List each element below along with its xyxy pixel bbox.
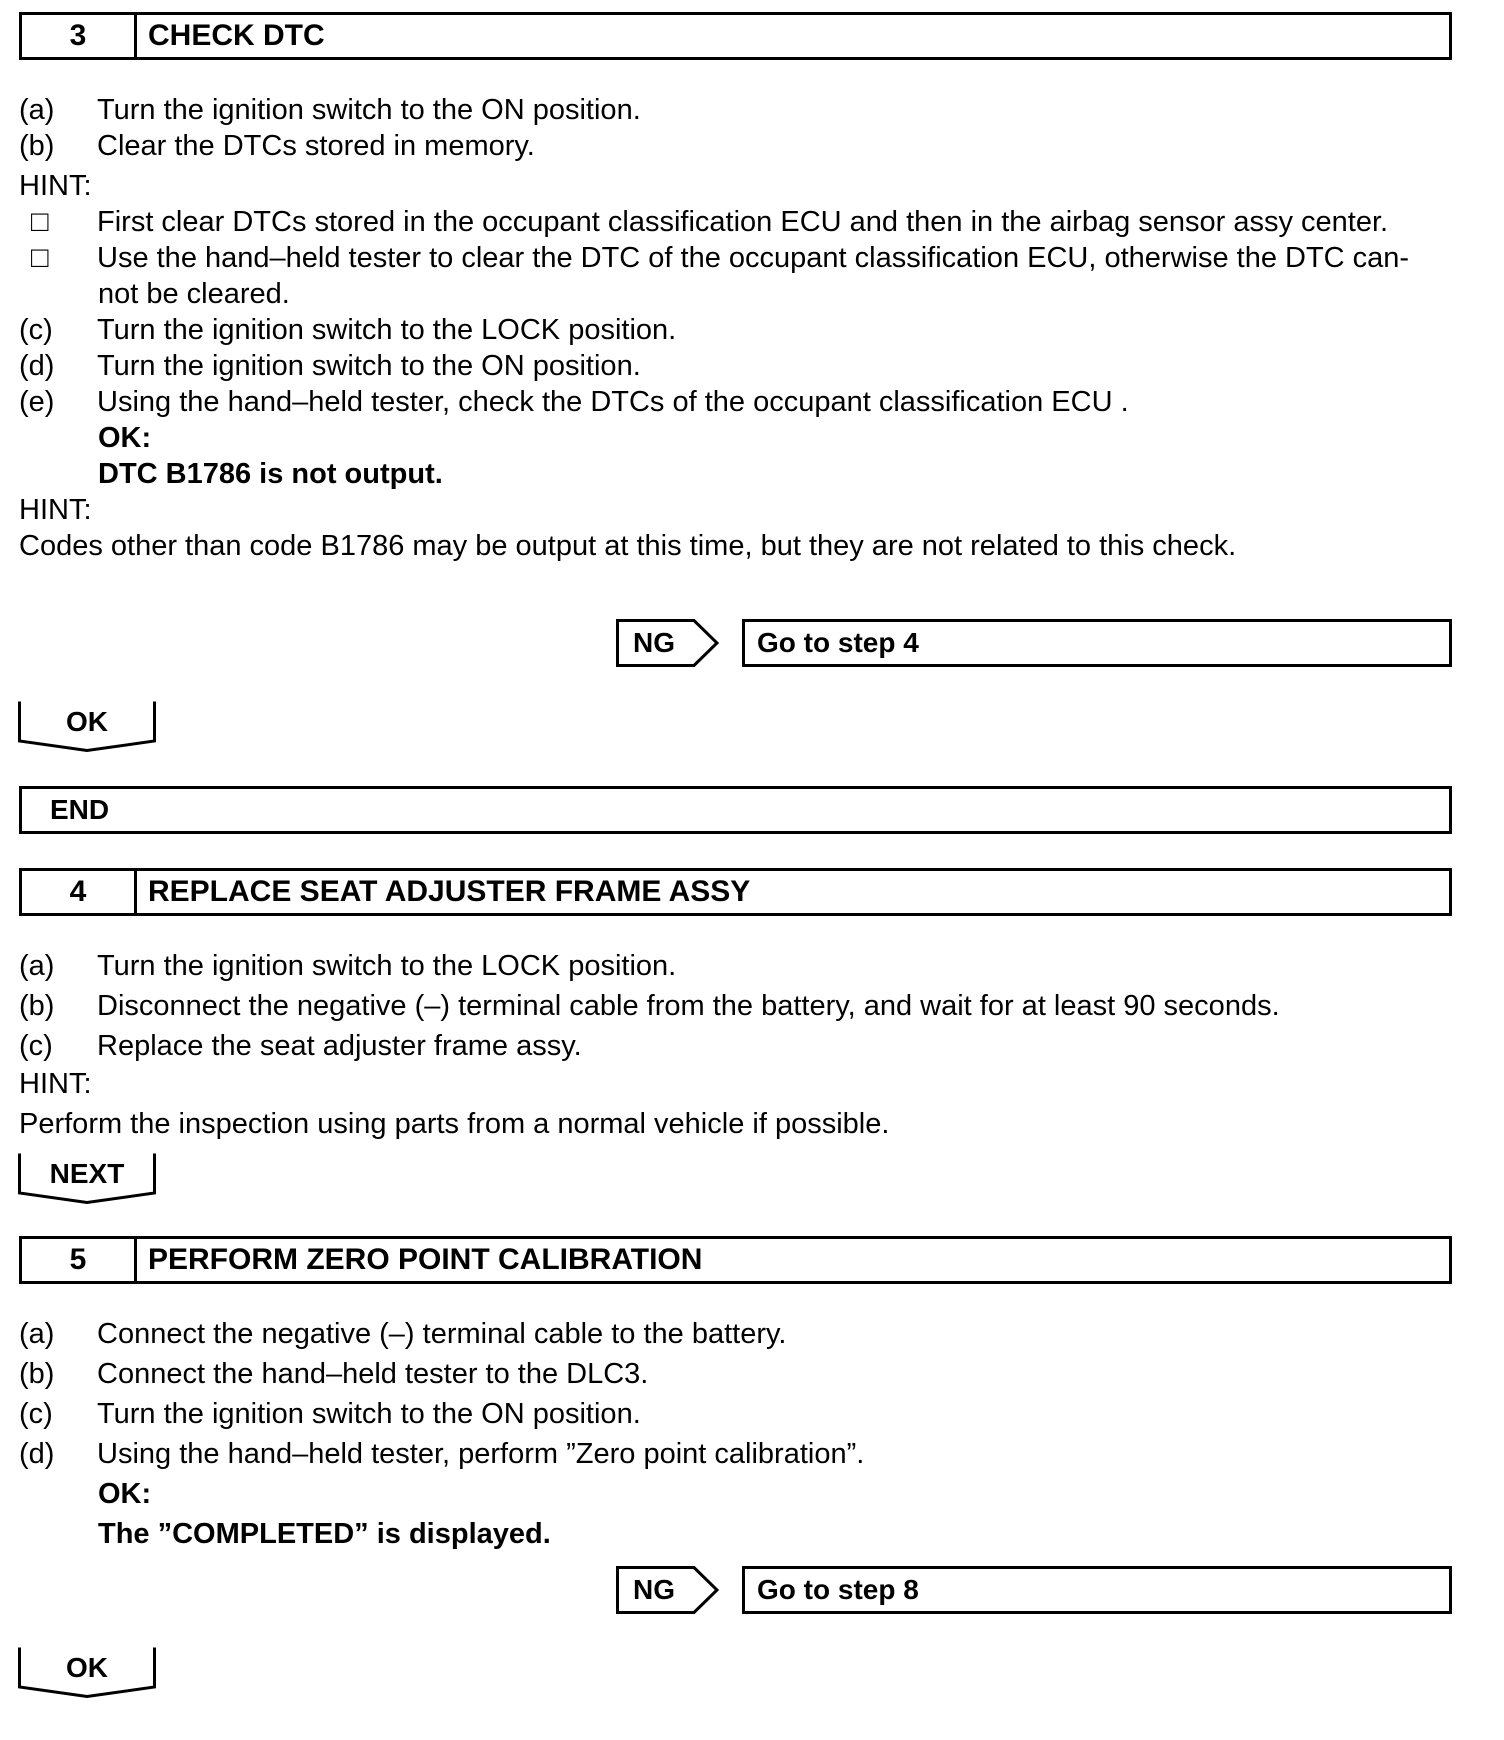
instruction-item <box>19 988 1280 1024</box>
item-label: (a) <box>19 1318 55 1350</box>
item-label: (a) <box>19 94 55 126</box>
step-4-header <box>19 868 1452 916</box>
hint-label: HINT: <box>19 494 92 526</box>
instruction-item <box>19 1316 786 1352</box>
item-text: Connect the negative (–) terminal cable to the battery. <box>97 1318 787 1350</box>
instruction-item <box>19 92 641 128</box>
hint-label: HINT: <box>19 170 92 202</box>
item-text: Turn the ignition switch to the LOCK position. <box>97 950 677 982</box>
item-text: Connect the hand–held tester to the DLC3. <box>97 1358 649 1390</box>
hint-text: Perform the inspection using parts from a normal vehicle if possible. <box>19 1108 890 1140</box>
item-text: Clear the DTCs stored in memory. <box>97 130 535 162</box>
item-text: Replace the seat adjuster frame assy. <box>97 1030 582 1062</box>
instruction-item <box>19 1028 582 1064</box>
next-tag-label: NEXT <box>49 1158 125 1189</box>
ok-tag <box>18 1646 156 1698</box>
item-text: Using the hand–held tester, check the DTCs of the occupant classification ECU . <box>97 386 1129 418</box>
ng-box <box>616 619 720 667</box>
instruction-item <box>19 1436 864 1472</box>
item-text: Using the hand–held tester, perform ”Zero point calibration”. <box>97 1438 865 1470</box>
item-text: Turn the ignition switch to the ON position. <box>97 350 641 382</box>
hint-bullet-item <box>19 240 1409 276</box>
item-text: Turn the ignition switch to the LOCK position. <box>97 314 677 346</box>
instruction-item <box>19 348 641 384</box>
next-tag <box>18 1152 156 1204</box>
end-box: END <box>19 786 1452 834</box>
item-label: (e) <box>19 386 55 418</box>
instruction-item <box>19 128 535 164</box>
item-text: Turn the ignition switch to the ON position. <box>97 1398 641 1430</box>
ok-tag-label: OK <box>66 1652 108 1683</box>
instruction-item <box>19 1396 641 1432</box>
hint-text: Codes other than code B1786 may be output at this time, but they are not related to this check. <box>19 530 1237 562</box>
item-label: (d) <box>19 350 55 382</box>
checkbox-icon: □ <box>31 206 49 238</box>
step-title: REPLACE SEAT ADJUSTER FRAME ASSY <box>148 875 751 908</box>
ok-result: The ”COMPLETED” is displayed. <box>98 1518 551 1550</box>
step-number: 4 <box>22 871 137 913</box>
ok-result: DTC B1786 is not output. <box>98 458 443 490</box>
goto-step-4[interactable]: Go to step 4 <box>742 619 1452 667</box>
item-label: (b) <box>19 130 55 162</box>
item-label: (c) <box>19 1398 53 1430</box>
item-label: (c) <box>19 314 53 346</box>
item-label: (b) <box>19 1358 55 1390</box>
checkbox-icon: □ <box>31 242 49 274</box>
item-label: (c) <box>19 1030 53 1062</box>
item-text: First clear DTCs stored in the occupant classification ECU and then in the airbag sensor assy center. <box>97 206 1389 238</box>
step-5-header <box>19 1236 1452 1284</box>
ok-label: OK: <box>98 422 152 454</box>
instruction-item <box>19 312 676 348</box>
item-label: (b) <box>19 990 55 1022</box>
item-label: (a) <box>19 950 55 982</box>
ok-label: OK: <box>98 1478 152 1510</box>
step-number: 3 <box>22 15 137 57</box>
instruction-item <box>19 384 1129 420</box>
ng-box <box>616 1566 720 1614</box>
instruction-item <box>19 948 676 984</box>
hint-label: HINT: <box>19 1068 92 1100</box>
item-text: Use the hand–held tester to clear the DTC of the occupant classification ECU, otherwise the DTC can- <box>97 242 1410 274</box>
step-3-header <box>19 12 1452 60</box>
ng-label: NG <box>633 627 675 658</box>
step-title: PERFORM ZERO POINT CALIBRATION <box>148 1243 703 1276</box>
item-text: Disconnect the negative (–) terminal cable from the battery, and wait for at least 90 seconds. <box>97 990 1280 1022</box>
ng-label: NG <box>633 1574 675 1605</box>
hint-bullet-item <box>19 204 1388 240</box>
goto-step-8[interactable]: Go to step 8 <box>742 1566 1452 1614</box>
item-text-continued: not be cleared. <box>98 278 290 310</box>
ok-tag <box>18 700 156 752</box>
step-title: CHECK DTC <box>148 19 325 52</box>
instruction-item <box>19 1356 648 1392</box>
item-label: (d) <box>19 1438 55 1470</box>
item-text: Turn the ignition switch to the ON position. <box>97 94 641 126</box>
step-number: 5 <box>22 1239 137 1281</box>
ok-tag-label: OK <box>66 706 108 737</box>
